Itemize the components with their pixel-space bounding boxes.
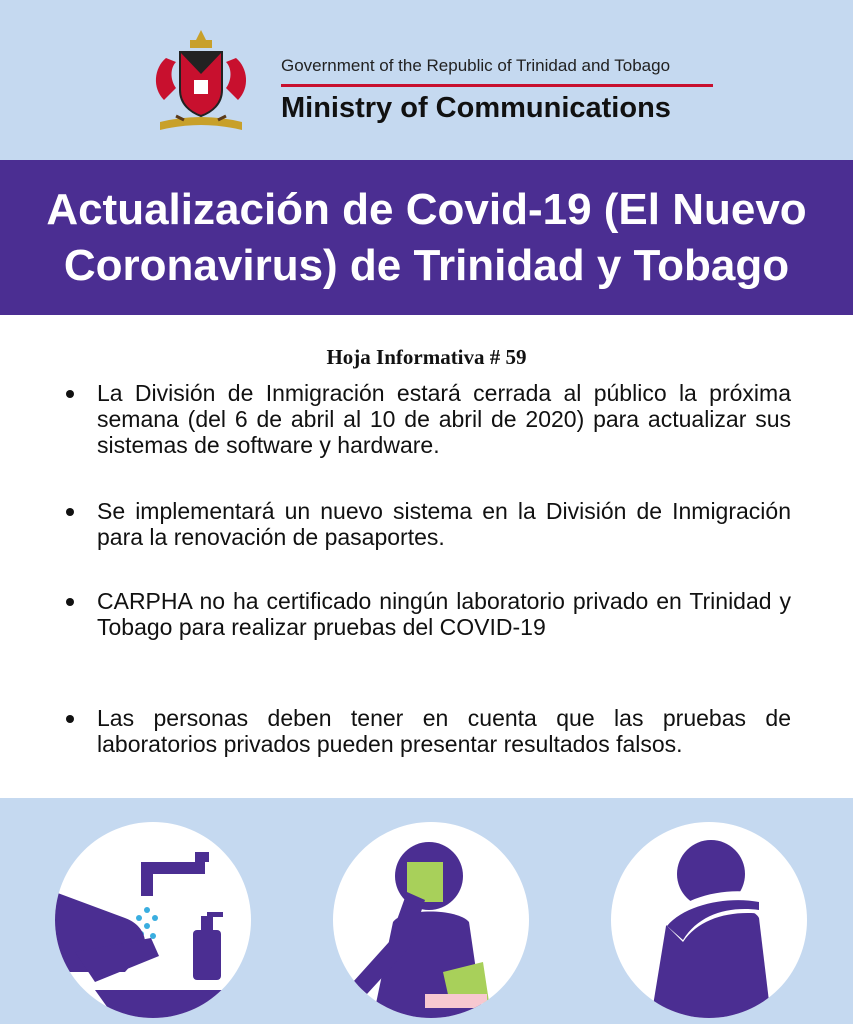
title-line-2: Coronavirus) de Trinidad y Tobago bbox=[63, 241, 790, 290]
red-divider bbox=[281, 84, 713, 87]
bullet-text: La División de Inmigración estará cerrada al público la próxima semana (del 6 de abril al 10 de abril de 2020) para actualizar sus sistemas de software y hardware. bbox=[97, 380, 791, 458]
bullet-text: Las personas deben tener en cuenta que las pruebas de laboratorios privados pueden presentar resultados falsos. bbox=[97, 705, 791, 757]
header bbox=[0, 0, 853, 160]
handwashing-icon bbox=[55, 822, 251, 1018]
ministry-name: Ministry of Communications bbox=[281, 92, 671, 124]
icon-footer bbox=[0, 798, 853, 1024]
page-title bbox=[0, 182, 853, 294]
bullet-dot bbox=[66, 715, 74, 723]
handwashing-circle bbox=[55, 822, 251, 1018]
list-item bbox=[97, 705, 791, 757]
cover-face-circle bbox=[333, 822, 529, 1018]
bullet-dot bbox=[66, 390, 74, 398]
coat-of-arms-icon bbox=[146, 28, 256, 136]
title-banner bbox=[0, 160, 853, 315]
bullet-dot bbox=[66, 598, 74, 606]
list-item bbox=[97, 588, 791, 640]
government-name: Government of the Republic of Trinidad and Tobago bbox=[281, 56, 671, 75]
fact-sheet-label: Hoja Informativa # 59 bbox=[326, 345, 527, 369]
bullet-dot bbox=[66, 508, 74, 516]
cover-face-icon bbox=[333, 822, 529, 1018]
list-item bbox=[97, 380, 791, 458]
list-item bbox=[97, 498, 791, 550]
bullet-text: Se implementará un nuevo sistema en la División de Inmigración para la renovación de pasaportes. bbox=[97, 498, 791, 550]
title-line-1: Actualización de Covid-19 (El Nuevo bbox=[46, 185, 807, 234]
cough-into-elbow-icon bbox=[611, 822, 807, 1018]
bullet-text: CARPHA no ha certificado ningún laboratorio privado en Trinidad y Tobago para realizar pruebas del COVID-19 bbox=[97, 588, 791, 640]
cough-into-elbow-circle bbox=[611, 822, 807, 1018]
